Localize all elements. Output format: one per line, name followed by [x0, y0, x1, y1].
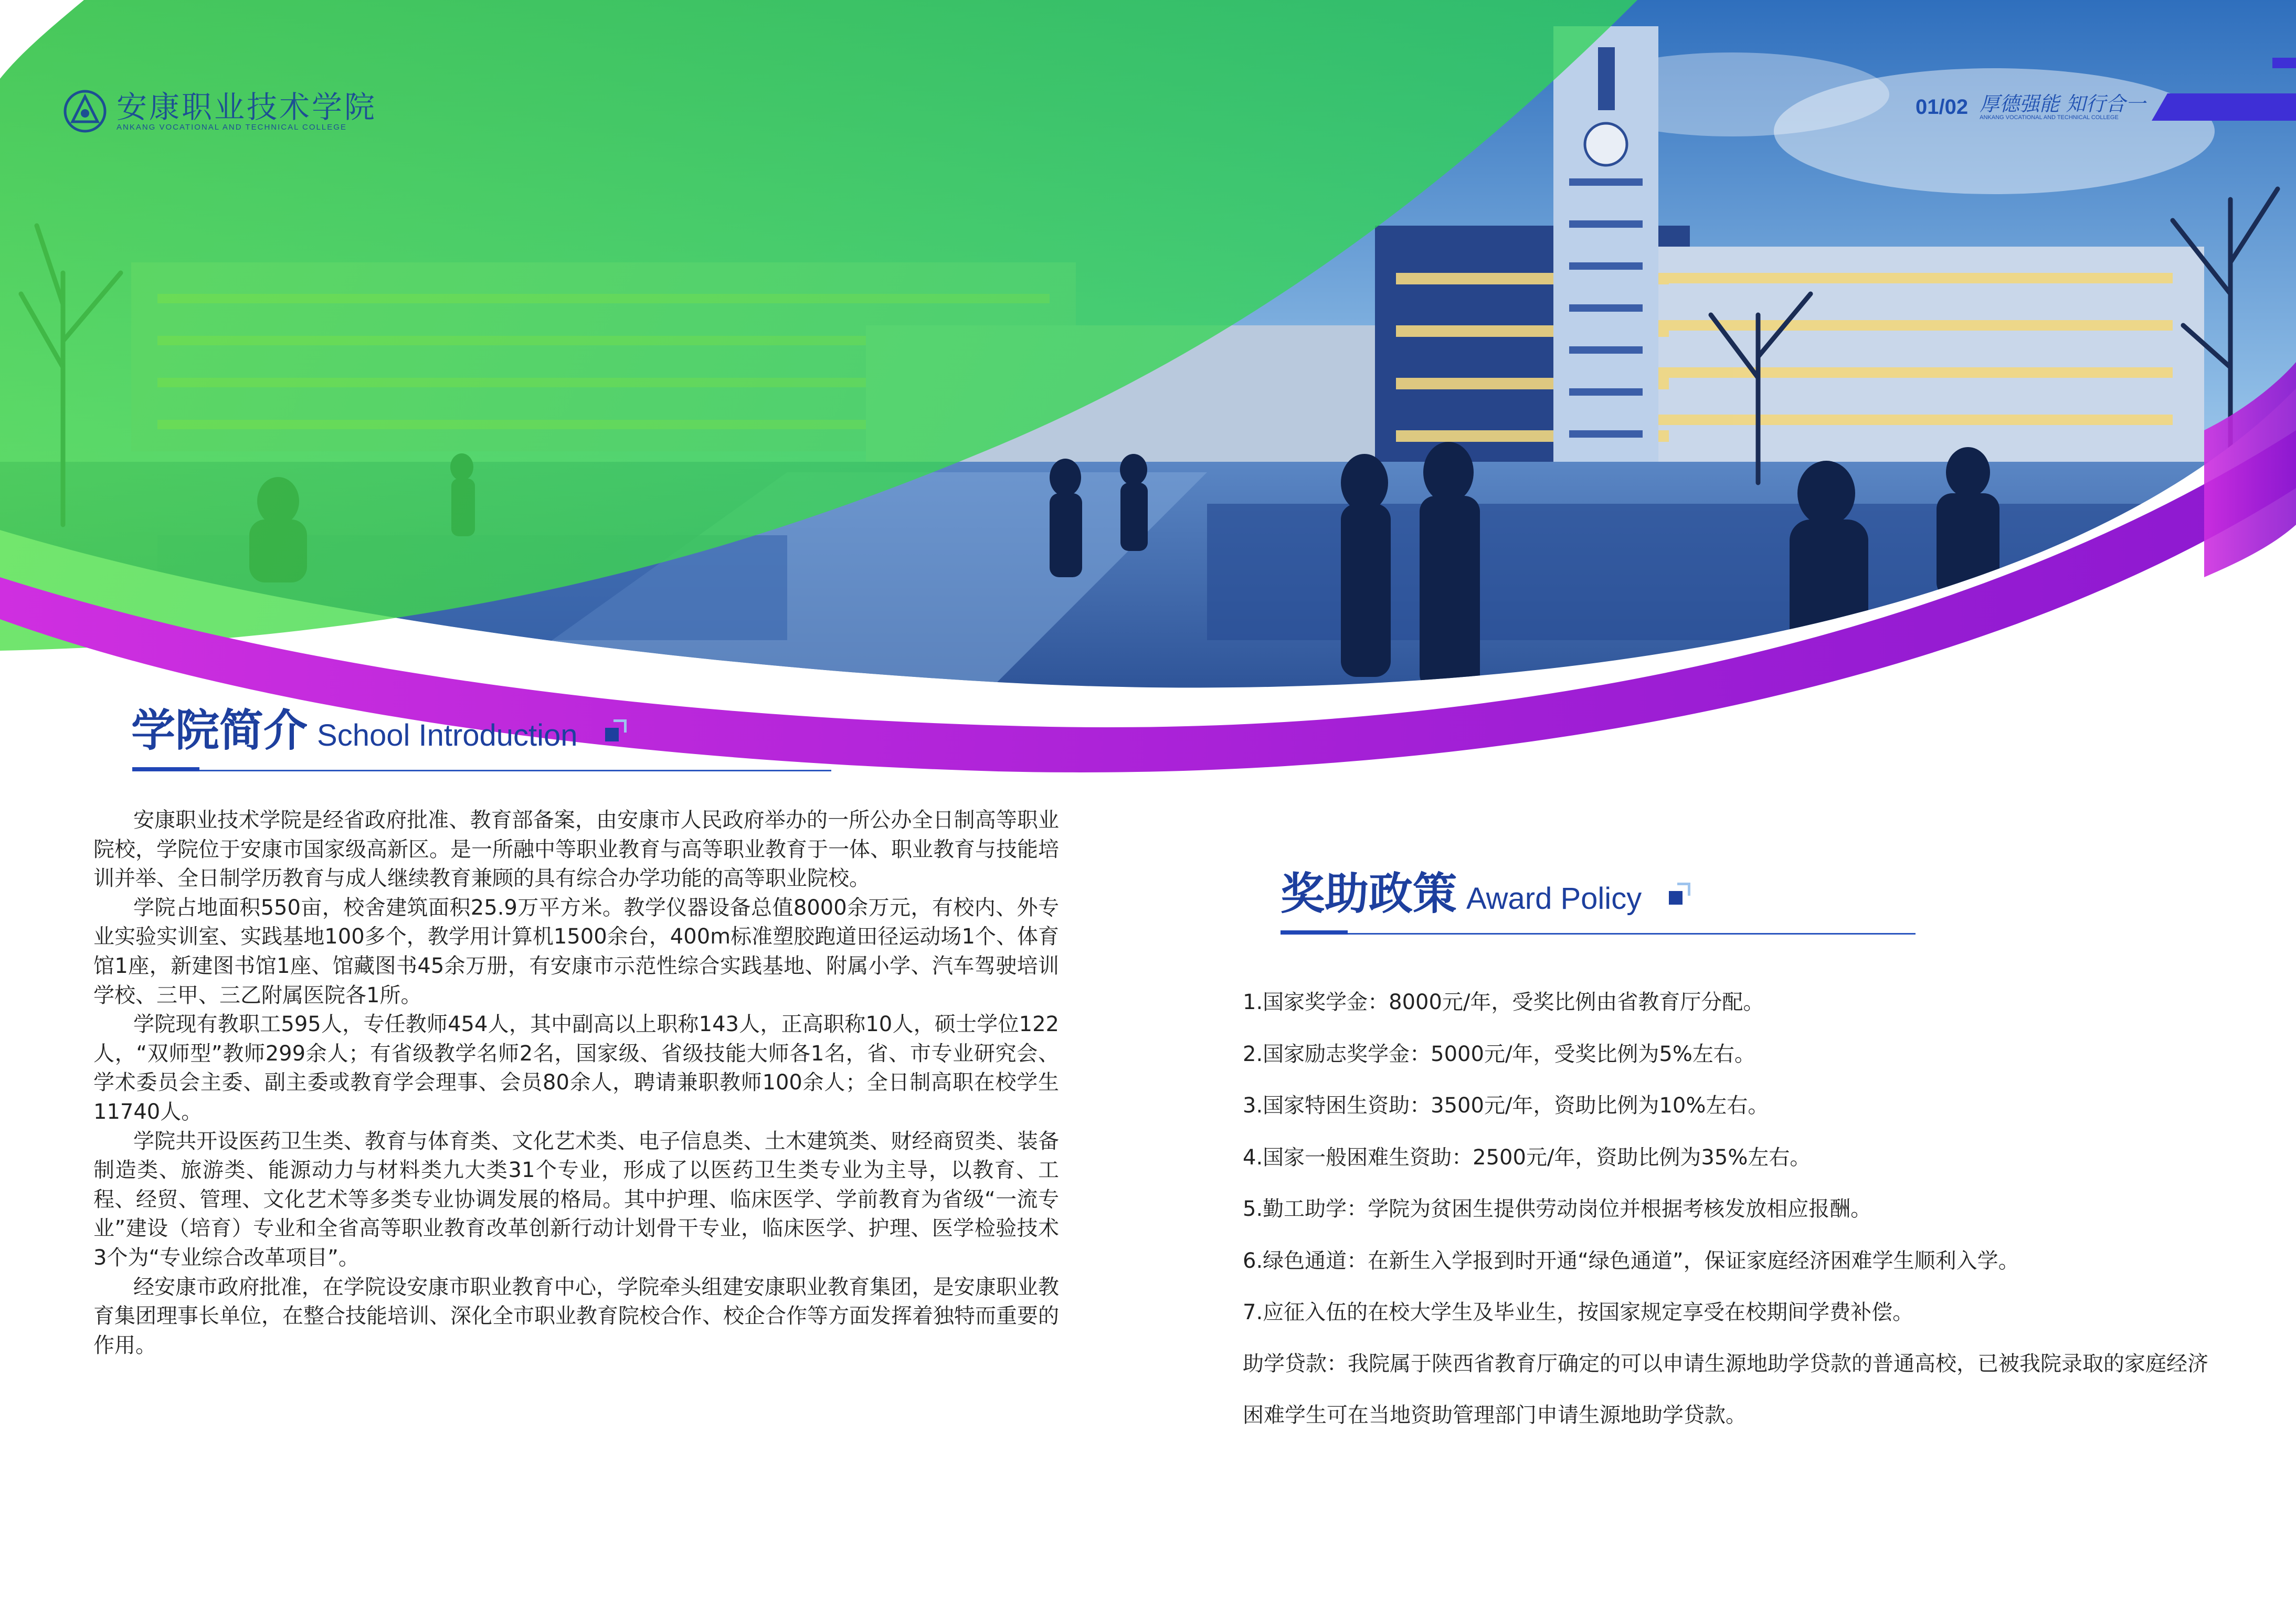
page-number: 01/02 — [1916, 95, 1969, 119]
award-item: 6.绿色通道：在新生入学报到时开通“绿色通道”，保证家庭经济困难学生顺利入学。 — [1243, 1248, 2019, 1273]
college-slogan: 厚德强能 知行合一 — [1980, 92, 2146, 115]
award-item: 1.国家奖学金：8000元/年，受奖比例由省教育厅分配。 — [1243, 990, 1764, 1014]
intro-paragraph: 经安康市政府批准，在学院设安康市职业教育中心，学院牵头组建安康职业教育集团，是安康职业教育集团理事长单位，在整合技能培训、深化全市职业教育院校合作、校企合作等方面发挥着独特而重要的作用。 — [93, 1275, 1059, 1358]
award-list — [1243, 987, 2214, 1441]
award-item: 3.国家特困生资助：3500元/年，资助比例为10%左右。 — [1243, 1094, 1769, 1118]
college-logo — [63, 89, 377, 133]
award-item: 2.国家励志奖学金：5000元/年，受奖比例为5%左右。 — [1243, 1042, 1755, 1066]
intro-title-underline — [132, 770, 831, 771]
award-title-cn: 奖助政策 — [1281, 868, 1457, 919]
college-emblem-icon — [63, 89, 107, 133]
award-title-en: Award Policy — [1466, 882, 1642, 916]
award-item: 5.勤工助学：学院为贫困生提供劳动岗位并根据考核发放相应报酬。 — [1243, 1197, 1872, 1221]
page-header-right — [1916, 93, 2145, 121]
intro-title-cn: 学院简介 — [131, 705, 308, 756]
intro-paragraph: 学院现有教职工595人，专任教师454人，其中副高以上职称143人，正高职称10人，硕士学位122人，“双师型”教师299余人；有省级教学名师2名，国家级、省级技能大师各1名，省、市专业研究会、学术委员会主委、副主委或教育学会理事、会员80余人，聘请兼职教师100余人；全日制高职在校学生11740人。 — [93, 1012, 1059, 1124]
student-loan-text: 助学贷款：我院属于陕西省教育厅确定的可以申请生源地助学贷款的普通高校，已被我院录取的家庭经济困难学生可在当地资助管理部门申请生源地助学贷款。 — [1243, 1351, 2208, 1427]
intro-section-title — [131, 695, 619, 759]
college-slogan-en: ANKANG VOCATIONAL AND TECHNICAL COLLEGE — [1980, 114, 2119, 121]
college-name-en: ANKANG VOCATIONAL AND TECHNICAL COLLEGE — [117, 122, 347, 132]
award-item: 7.应征入伍的在校大学生及毕业生，按国家规定享受在校期间学费补偿。 — [1243, 1300, 1914, 1324]
award-section-title — [1281, 858, 1683, 922]
intro-body — [93, 806, 1059, 1360]
award-item: 4.国家一般困难生资助：2500元/年，资助比例为35%左右。 — [1243, 1145, 1811, 1170]
title-square-icon — [1669, 891, 1683, 905]
intro-paragraph: 学院共开设医药卫生类、教育与体育类、文化艺术类、电子信息类、土木建筑类、财经商贸类、装备制造类、旅游类、能源动力与材料类九大类31个专业，形成了以医药卫生类专业为主导，以教育、工程、经贸、管理、文化艺术等多类专业协调发展的格局。其中护理、临床医学、学前教育为省级“一流专业”建设（培育）专业和全省高等职业教育改革创新行动计划骨干专业，临床医学、护理、医学检验技术3个为“专业综合改革项目”。 — [93, 1129, 1059, 1270]
title-square-icon — [605, 728, 619, 741]
intro-paragraph: 安康职业技术学院是经省政府批准、教育部备案，由安康市人民政府举办的一所公办全日制高等职业院校，学院位于安康市国家级高新区。是一所融中等职业教育与高等职业教育于一体、职业教育与技能培训并举、全日制学历教育与成人继续教育兼顾的具有综合办学功能的高等职业院校。 — [93, 808, 1059, 891]
award-title-underline — [1281, 933, 1916, 935]
intro-paragraph: 学院占地面积550亩，校舍建筑面积25.9万平方米。教学仪器设备总值8000余万元，有校内、外专业实验实训室、实践基地100多个，教学用计算机1500余台，400m标准塑胶跑道田径运动场1个、体育馆1座，新建图书馆1座、馆藏图书45余万册，有安康市示范性综合实践基地、附属小学、汽车驾驶培训学校、三甲、三乙附属医院各1所。 — [93, 895, 1059, 1008]
intro-title-en: School Introduction — [317, 718, 578, 752]
college-name-cn: 安康职业技术学院 — [117, 89, 377, 125]
